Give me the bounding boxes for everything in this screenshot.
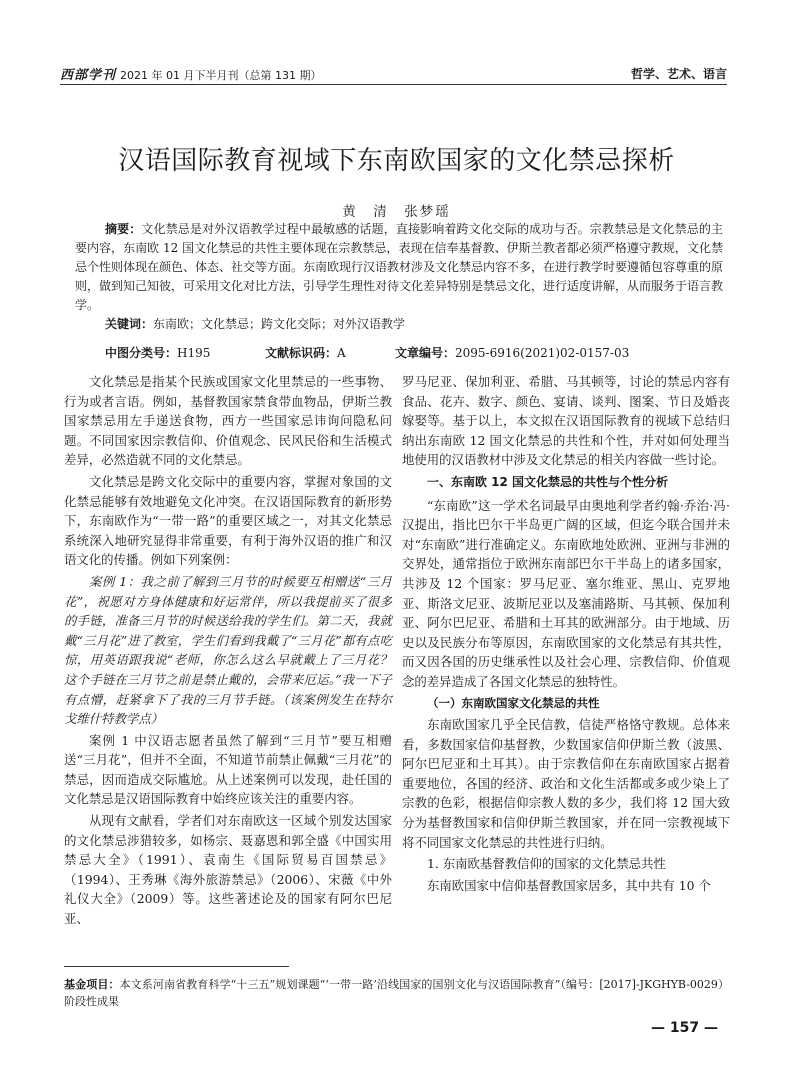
abstract-text: 文化禁忌是对外汉语教学过程中最敏感的话题，直接影响着跨文化交际的成功与否。宗教禁忌是文化禁忌的主要内容，东南欧 12 国文化禁忌的共性主要体现在宗教禁忌，表现在信奉基督教、伊斯兰教者都必须严格遵守教规，文化禁忌个性则体现在颜色、体态、社交等方面。东南欧现行汉语教材涉及文化禁忌内容不多，在进行教学时要遵循包容尊重的原则，做到知己知彼，可采用文化对比方法，引导学生理性对待文化差异特别是禁忌文化，进行适度讲解，从而服务于语言教学。: [75, 222, 724, 312]
section-heading: 一、东南欧 12 国文化禁忌的共性与个性分析: [427, 474, 669, 489]
case-study: 案例 1：我之前了解到三月节的时候要互相赠送“三月花”，祝愿对方身体健康和好运常伴，所以我提前买了很多的手链，准备三月节的时候送给我的学生们。第二天，我就戴“三月花”进了教室，学生们看到我戴了“三月花”都有点吃惊，用英语跟我说“老师，你怎么这么早就戴上了三月花？这个手链在三月节之前是禁止戴的，会带来厄运。”我一下子有点懵，赶紧拿下了我的三月节手链。（该案例发生在特尔戈维什特教学点）: [64, 573, 392, 727]
funding-note: [64, 976, 729, 1010]
art-value: 2095-6916(2021)02-0157-03: [455, 346, 630, 360]
paragraph: 案例 1 中汉语志愿者虽然了解到“三月节”要互相赠送“三月花”，但并不全面，不知道节前禁止佩戴“三月花”的禁忌，因而造成交际尴尬。从上述案例可以发现，赴任国的文化禁忌是汉语国际教育中始终应该关注的重要内容。: [64, 732, 392, 807]
keywords-text: 东南欧；文化禁忌；跨文化交际；对外汉语教学: [153, 317, 406, 331]
subsubsection-heading: 1. 东南欧基督教信仰的国家的文化禁忌共性: [427, 856, 666, 872]
subsection-heading: （一）东南欧国家文化禁忌的共性: [427, 695, 600, 710]
cls-label: 中图分类号：: [105, 346, 178, 360]
right-column: [402, 372, 730, 897]
cls-code: [105, 344, 265, 361]
page-number: — 157 —: [651, 1020, 718, 1036]
funding-label: 基金项目：: [64, 978, 120, 991]
cls-value: H195: [177, 346, 211, 360]
paragraph: 从现有文献看，学者们对东南欧这一区域个别发达国家的文化禁忌涉猎较多，如杨宗、聂嘉恩和郭全盛《中国实用禁忌大全》（1991）、袁南生《国际贸易百国禁忌》（1994）、王秀琳《海外旅游禁忌》（2006）、宋薇《中外礼仪大全》（2009）等。这些著述论及的国家有阿尔巴尼亚、: [64, 813, 392, 927]
keywords: [105, 315, 723, 334]
abstract: [75, 220, 723, 315]
paragraph: 文化禁忌是指某个民族或国家文化里禁忌的一些事物、行为或者言语。例如，基督教国家禁食带血物品，伊斯兰教国家禁忌用左手递送食物，西方一些国家忌讳询问隐私问题。不同国家因宗教信仰、价值观念、民风民俗和生活模式差异，必然造就不同的文化禁忌。: [64, 374, 392, 468]
section-name: 哲学、艺术、语言: [630, 66, 727, 81]
article-title: 汉语国际教育视域下东南欧国家的文化禁忌探析: [118, 146, 675, 176]
footnote-rule: [64, 966, 289, 967]
doc-label: 文献标识码：: [265, 346, 338, 360]
paragraph: 罗马尼亚、保加利亚、希腊、马其顿等，讨论的禁忌内容有食品、花卉、数字、颜色、宴请、谈判、图案、节日及婚丧嫁娶等。基于以上，本文拟在汉语国际教育的视域下总结归纳出东南欧 12 国文化禁忌的共性和个性，并对如何处理当地使用的汉语教材中涉及文化禁忌的相关内容做一些讨论。: [402, 374, 730, 468]
funding-text: 本文系河南省教育科学“十三五”规划课题“‘一带一路’沿线国家的国别文化与汉语国际教育”（编号：[2017]-JKGHYB-0029）阶段性成果: [64, 978, 730, 1008]
doc-value: A: [337, 346, 346, 360]
article-code: [395, 344, 629, 361]
keywords-label: 关键词：: [105, 317, 154, 331]
paragraph: 东南欧国家几乎全民信教，信徒严格恪守教规。总体来看，多数国家信仰基督教，少数国家信仰伊斯兰教（波黑、阿尔巴尼亚和土耳其）。由于宗教信仰在东南欧国家占据着重要地位，各国的经济、政治和文化生活都或多或少染上了宗教的色彩，根据信仰宗教人数的多少，我们将 12 国大致分为基督教国家和信仰伊斯兰教国家，并在同一宗教视域下将不同国家文化禁忌的共性进行归纳。: [402, 717, 730, 850]
classification-line: [105, 344, 725, 361]
paragraph: “东南欧”这一学术名词最早由奥地利学者约翰·乔治·冯·汉提出，指比巴尔干半岛更广阔的区域，但迄今联合国并未对“东南欧”进行准确定义。东南欧地处欧洲、亚洲与非洲的交界处，通常指位于欧洲东南部巴尔干半岛上的诸多国家，共涉及 12 个国家：罗马尼亚、塞尔维亚、黑山、克罗地亚、斯洛文尼亚、波斯尼亚以及塞浦路斯、马其顿、保加利亚、阿尔巴尼亚、希腊和土耳其的欧洲部分。由于地域、历史以及民族分布等原因，东南欧国家的文化禁忌有其共性，而又因各国的历史继承性以及社会心理、宗教信仰、价值观念的差异造成了各国文化禁忌的独特性。: [402, 497, 730, 689]
journal-info: [60, 64, 322, 83]
left-column: [64, 372, 392, 931]
paragraph: 东南欧国家中信仰基督教国家居多，其中共有 10 个: [427, 877, 711, 893]
art-label: 文章编号：: [395, 346, 456, 360]
running-header: [60, 62, 727, 85]
paragraph: 文化禁忌是跨文化交际中的重要内容，掌握对象国的文化禁忌能够有效地避免文化冲突。在汉语国际教育的新形势下，东南欧作为“一带一路”的重要区域之一，对其文化禁忌系统深入地研究显得非常重要，有利于海外汉语的推广和汉语文化的传播。例如下列案例：: [64, 473, 392, 568]
doc-code: [265, 344, 395, 361]
issue-info: 2021 年 01 月下半月刊（总第 131 期）: [120, 68, 322, 82]
abstract-block: [75, 220, 723, 334]
journal-logo: 西部学刊: [60, 67, 117, 83]
article-authors: 黄 清 张梦瑶: [342, 204, 451, 220]
abstract-label: 摘要：: [105, 222, 142, 236]
